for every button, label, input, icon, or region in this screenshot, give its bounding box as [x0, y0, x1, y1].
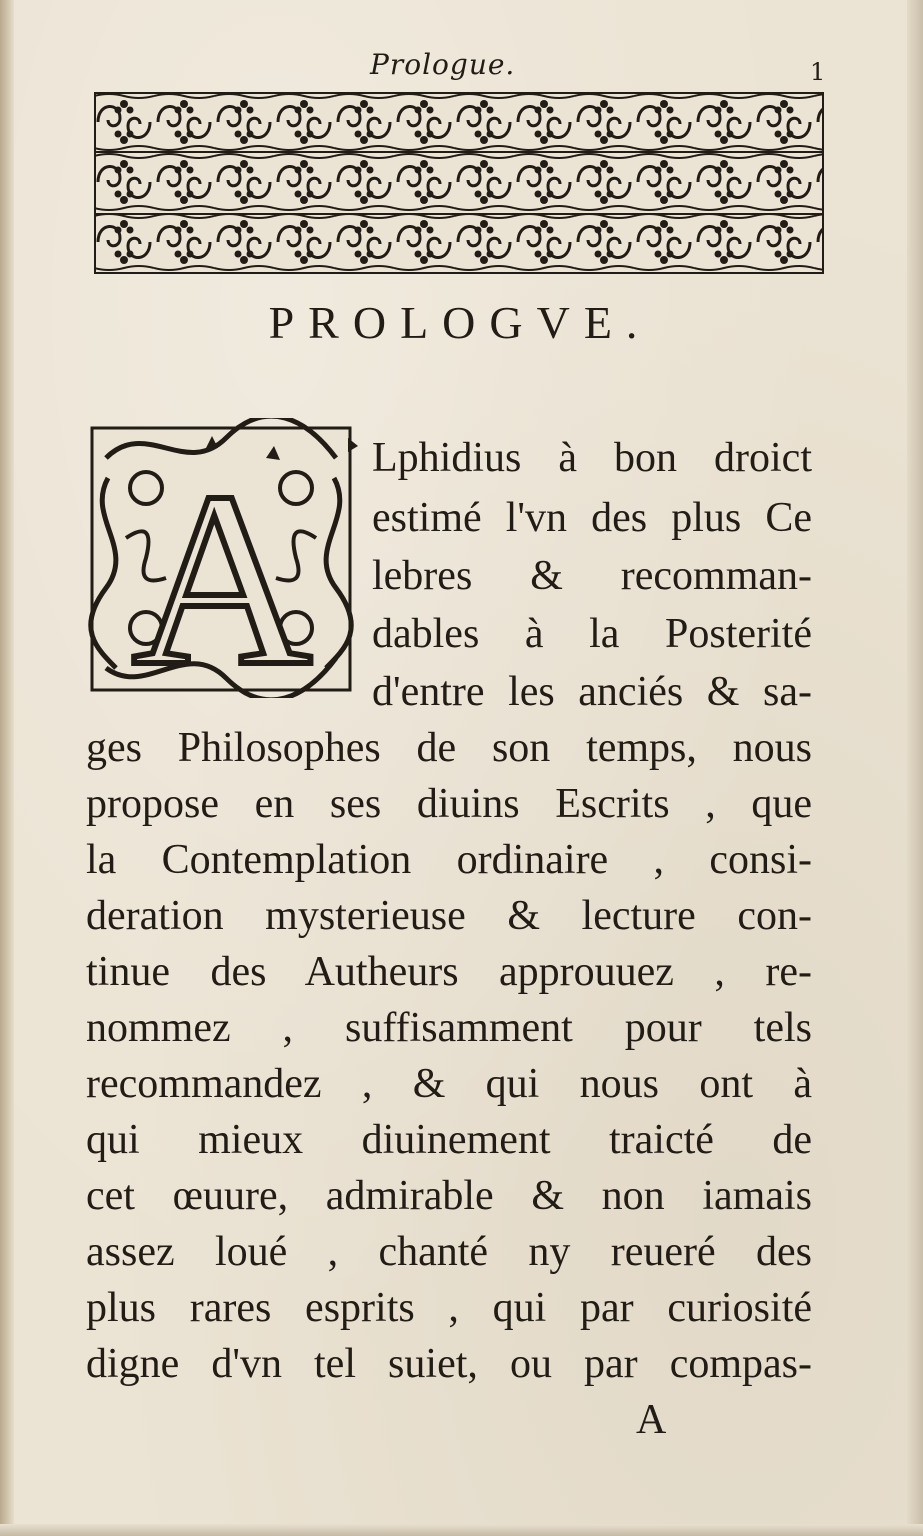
initial-letter: A [131, 441, 313, 698]
decorated-initial [86, 418, 358, 698]
headpiece-ornament-icon [94, 92, 824, 274]
text-line: qui mieux diuinement traicté de [86, 1117, 812, 1163]
page-fore-edge [907, 0, 923, 1536]
text-line: d'entre les anciés & sa- [372, 669, 812, 715]
page-bottom-edge [0, 1524, 923, 1536]
text-line: tinue des Autheurs approuuez , re- [86, 949, 812, 995]
text-line: assez loué , chanté ny reueré des [86, 1229, 812, 1275]
text-line: ges Philosophes de son temps, nous [86, 725, 812, 771]
running-head: Prologue. [370, 48, 516, 81]
text-line: Lphidius à bon droict [372, 435, 812, 481]
text-line: plus rares esprits , qui par curiosité [86, 1285, 812, 1331]
text-line: cet œuure, admirable & non iamais [86, 1173, 812, 1219]
text-line: la Contemplation ordinaire , consi- [86, 837, 812, 883]
page-gutter-edge [0, 0, 14, 1536]
chapter-heading: PROLOGVE. [268, 297, 652, 348]
text-line: recommandez , & qui nous ont à [86, 1061, 812, 1107]
text-line: estimé l'vn des plus Ce [372, 495, 812, 541]
page-number: 1 [810, 58, 826, 86]
text-line: nommez , suffisamment pour tels [86, 1005, 812, 1051]
text-line: deration mysterieuse & lecture con- [86, 893, 812, 939]
signature-mark: A [636, 1397, 667, 1443]
text-line: digne d'vn tel suiet, ou par compas- [86, 1341, 812, 1387]
text-line: lebres & recomman- [372, 553, 812, 599]
text-line: propose en ses diuins Escrits , que [86, 781, 812, 827]
text-line: dables à la Posterité [372, 611, 812, 657]
